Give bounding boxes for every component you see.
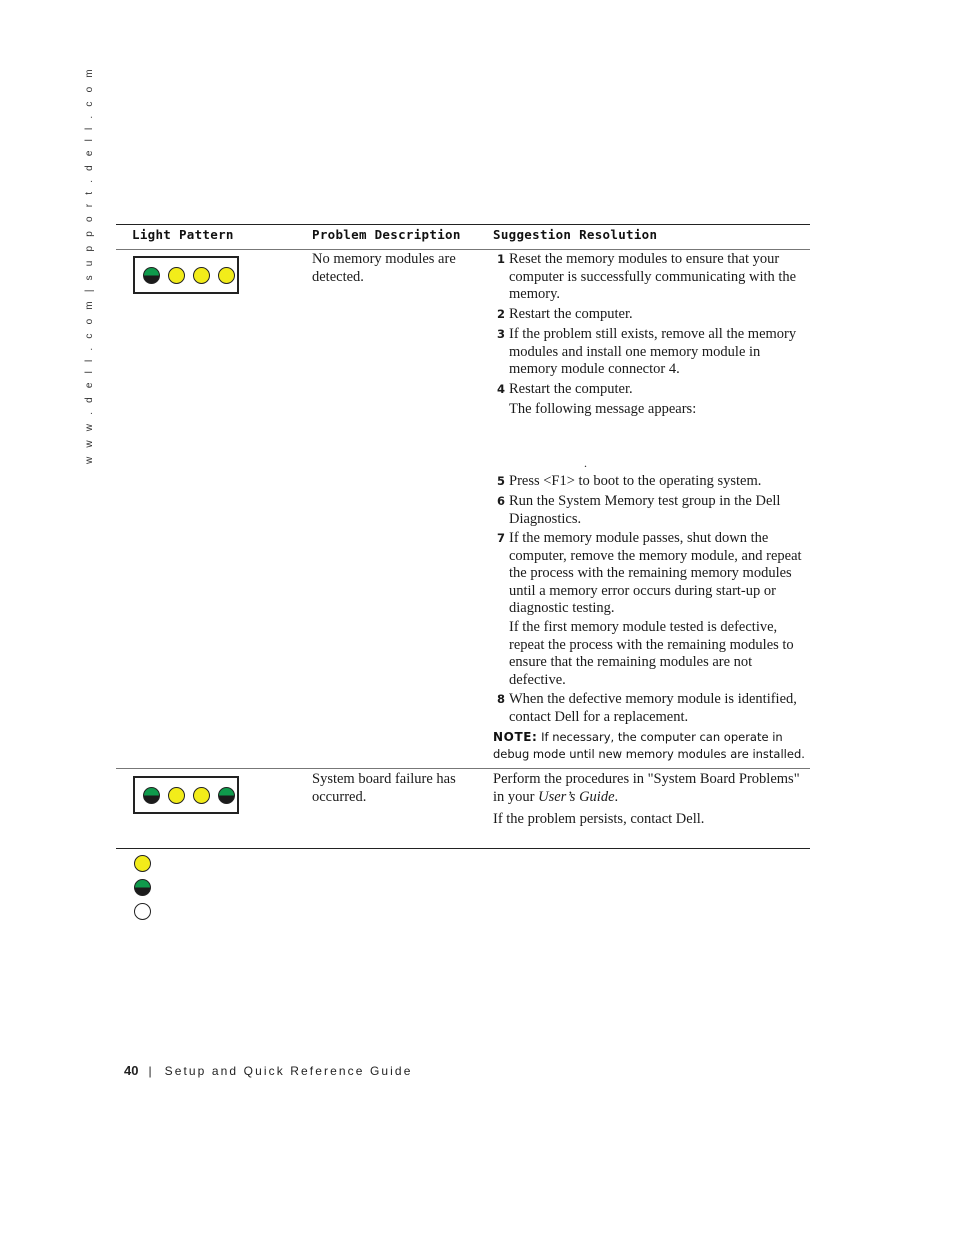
resolution-step-2: 2 Restart the computer. <box>497 306 633 322</box>
problem-description-row-2: System board failure has occurred. <box>312 771 456 805</box>
status-light-1 <box>143 267 160 284</box>
resolution-step-5: 5 Press <F1> to boot to the operating system. <box>497 473 762 489</box>
header-suggestion-resolution: Suggestion Resolution <box>493 227 658 242</box>
page-footer <box>124 1063 412 1078</box>
problem-description-row-1: No memory modules are detected. <box>312 251 456 285</box>
side-url: w w w . d e l l . c o m | s u p p o r t . d e l l . c o m <box>84 66 95 464</box>
footer-title: Setup and Quick Reference Guide <box>164 1064 413 1078</box>
resolution-step-1: 1 Reset the memory modules to ensure that your computer is successfully communicating with the memory. <box>497 251 797 302</box>
header-bottom-rule <box>116 249 810 250</box>
light-pattern-row-2 <box>133 776 239 814</box>
status-light-1 <box>143 787 160 804</box>
status-light-3 <box>193 787 210 804</box>
status-light-4 <box>218 787 235 804</box>
status-light-2 <box>168 787 185 804</box>
resolution-step-3: 3 If the problem still exists, remove all the memory modules and install one memory module in memory module connector 4. <box>497 326 797 377</box>
footer-separator: | <box>148 1064 152 1078</box>
resolution-step-4: 4 Restart the computer. <box>497 381 633 397</box>
status-light-4 <box>218 267 235 284</box>
header-light-pattern: Light Pattern <box>132 227 234 242</box>
resolution-paragraph-2: If the problem persists, contact Dell. <box>493 811 705 827</box>
message-placeholder: . <box>584 456 587 470</box>
row-divider <box>116 768 810 769</box>
resolution-step-6: 6 Run the System Memory test group in the Dell Diagnostics. <box>497 493 781 527</box>
table-bottom-rule <box>116 848 810 849</box>
resolution-step-7: 7 If the memory module passes, shut down the computer, remove the memory module, and repeat the process with the remaining memory modules until a memory error occurs during start-up or diagnostic testing. <box>497 530 802 616</box>
legend-yellow-light <box>134 855 151 872</box>
resolution-step-4-detail: The following message appears: <box>509 401 697 417</box>
resolution-step-8: 8 When the defective memory module is identified, contact Dell for a replacement. <box>497 691 797 725</box>
legend-off-light <box>134 903 151 920</box>
page-number: 40 <box>124 1063 139 1078</box>
resolution-step-7-detail: If the first memory module tested is defective, repeat the process with the remaining modules to ensure that the remaining modules are not defective. <box>509 619 794 688</box>
status-light-3 <box>193 267 210 284</box>
status-light-2 <box>168 267 185 284</box>
table-top-rule <box>116 224 810 225</box>
resolution-paragraph-1: Perform the procedures in "System Board Problems" in your User’s Guide. <box>493 771 800 805</box>
header-problem-description: Problem Description <box>312 227 461 242</box>
legend-green-light <box>134 879 151 896</box>
light-pattern-row-1 <box>133 256 239 294</box>
note: NOTE: If necessary, the computer can operate in debug mode until new memory modules are installed. <box>493 730 805 761</box>
